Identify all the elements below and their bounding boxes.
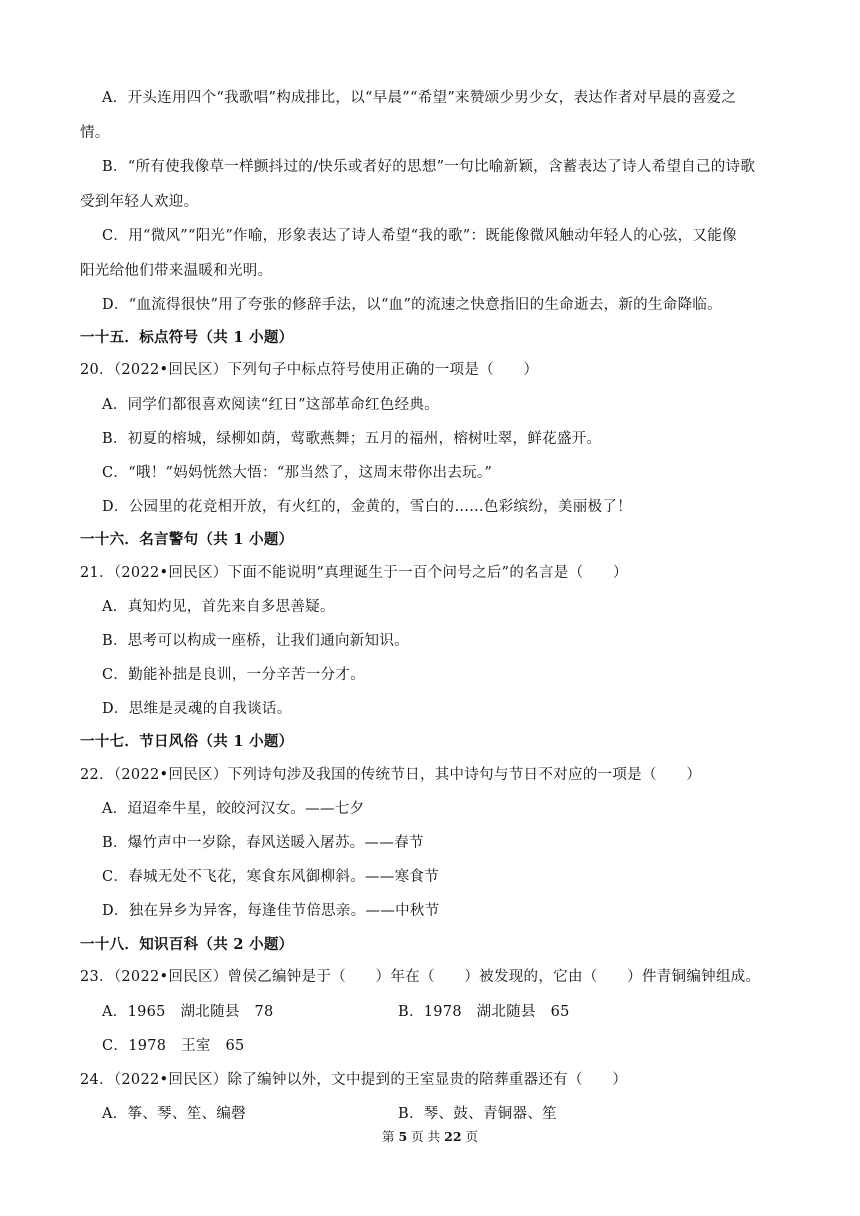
section-17-heading: 一十七．节日风俗（共 1 小题） (80, 733, 294, 750)
q19-option-c-line1: C．用“微风”“阳光”作喻，形象表达了诗人希望“我的歌”：既能像微风触动年轻人的心弦，又能像 (102, 228, 737, 244)
footer-suffix: 页 (465, 1129, 479, 1144)
q24-stem: 24．（2022•回民区）除了编钟以外，文中提到的王室显贵的陪葬重器还有（ ） (80, 1072, 628, 1088)
q19-option-a-line2: 情。 (80, 125, 110, 141)
q22-option-a: A．迢迢牵牛星，皎皎河汉女。——七夕 (102, 801, 365, 817)
q21-option-a: A．真知灼见，首先来自多思善疑。 (102, 599, 335, 615)
q19-option-a-line1: A．开头连用四个“我歌唱”构成排比，以“早晨”“希望”来赞颂少男少女，表达作者对早晨的喜爱之 (102, 90, 737, 106)
section-15-heading: 一十五．标点符号（共 1 小题） (80, 329, 294, 346)
q24-option-b: B．琴、鼓、青铜器、笙 (398, 1106, 557, 1122)
current-page-number: 5 (398, 1129, 408, 1144)
q20-stem: 20．（2022•回民区）下列句子中标点符号使用正确的一项是（ ） (80, 362, 539, 378)
footer-prefix: 第 (381, 1129, 395, 1144)
q23-option-c: C．1978 王室 65 (102, 1038, 245, 1054)
section-18-heading: 一十八．知识百科（共 2 小题） (80, 936, 294, 953)
q20-option-d: D．公园里的花竞相开放，有火红的，金黄的，雪白的……色彩缤纷，美丽极了！ (102, 499, 632, 515)
q22-option-b: B．爆竹声中一岁除，春风送暖入屠苏。——春节 (102, 835, 424, 851)
q19-option-b-line2: 受到年轻人欢迎。 (80, 194, 199, 210)
q23-option-a: A．1965 湖北随县 78 (102, 1004, 274, 1020)
q19-option-d: D．“血流得很快”用了夸张的修辞手法，以“血”的流速之快意指旧的生命逝去，新的生命降临。 (102, 297, 722, 313)
footer-middle: 页 共 (411, 1129, 441, 1144)
q24-option-a: A．筝、琴、笙、编磬 (102, 1106, 246, 1122)
q20-option-c: C．“哦！”妈妈恍然大悟：“那当然了，这周末带你出去玩。” (102, 465, 493, 481)
q22-option-d: D．独在异乡为异客，每逢佳节倍思亲。——中秋节 (102, 903, 440, 919)
q22-stem: 22．（2022•回民区）下列诗句涉及我国的传统节日，其中诗句与节日不对应的一项是（ ） (80, 767, 702, 783)
q23-stem: 23．（2022•回民区）曾侯乙编钟是于（ ）年在（ ）被发现的，它由（ ）件青铜编钟组成。 (80, 969, 761, 985)
q19-option-b-line1: B．“所有使我像草一样颤抖过的/快乐或者好的思想”一句比喻新颖，含蓄表达了诗人希望自己的诗歌 (102, 159, 756, 175)
q22-option-c: C．春城无处不飞花，寒食东风御柳斜。——寒食节 (102, 869, 439, 885)
total-page-number: 22 (444, 1129, 462, 1144)
page-footer (0, 1128, 860, 1146)
q21-option-c: C．勤能补拙是良训，一分辛苦一分才。 (102, 667, 365, 683)
q20-option-a: A．同学们都很喜欢阅读“红日”这部革命红色经典。 (102, 397, 439, 413)
q20-option-b: B．初夏的榕城，绿柳如荫，莺歌燕舞；五月的福州，榕树吐翠，鲜花盛开。 (102, 431, 602, 447)
q21-option-d: D．思维是灵魂的自我谈话。 (102, 701, 292, 717)
section-16-heading: 一十六．名言警句（共 1 小题） (80, 531, 294, 548)
q19-option-c-line2: 阳光给他们带来温暖和光明。 (80, 263, 273, 279)
q21-stem: 21．（2022•回民区）下面不能说明“真理诞生于一百个问号之后”的名言是（ ） (80, 565, 628, 581)
q21-option-b: B．思考可以构成一座桥，让我们通向新知识。 (102, 633, 409, 649)
q23-option-b: B．1978 湖北随县 65 (398, 1004, 570, 1020)
